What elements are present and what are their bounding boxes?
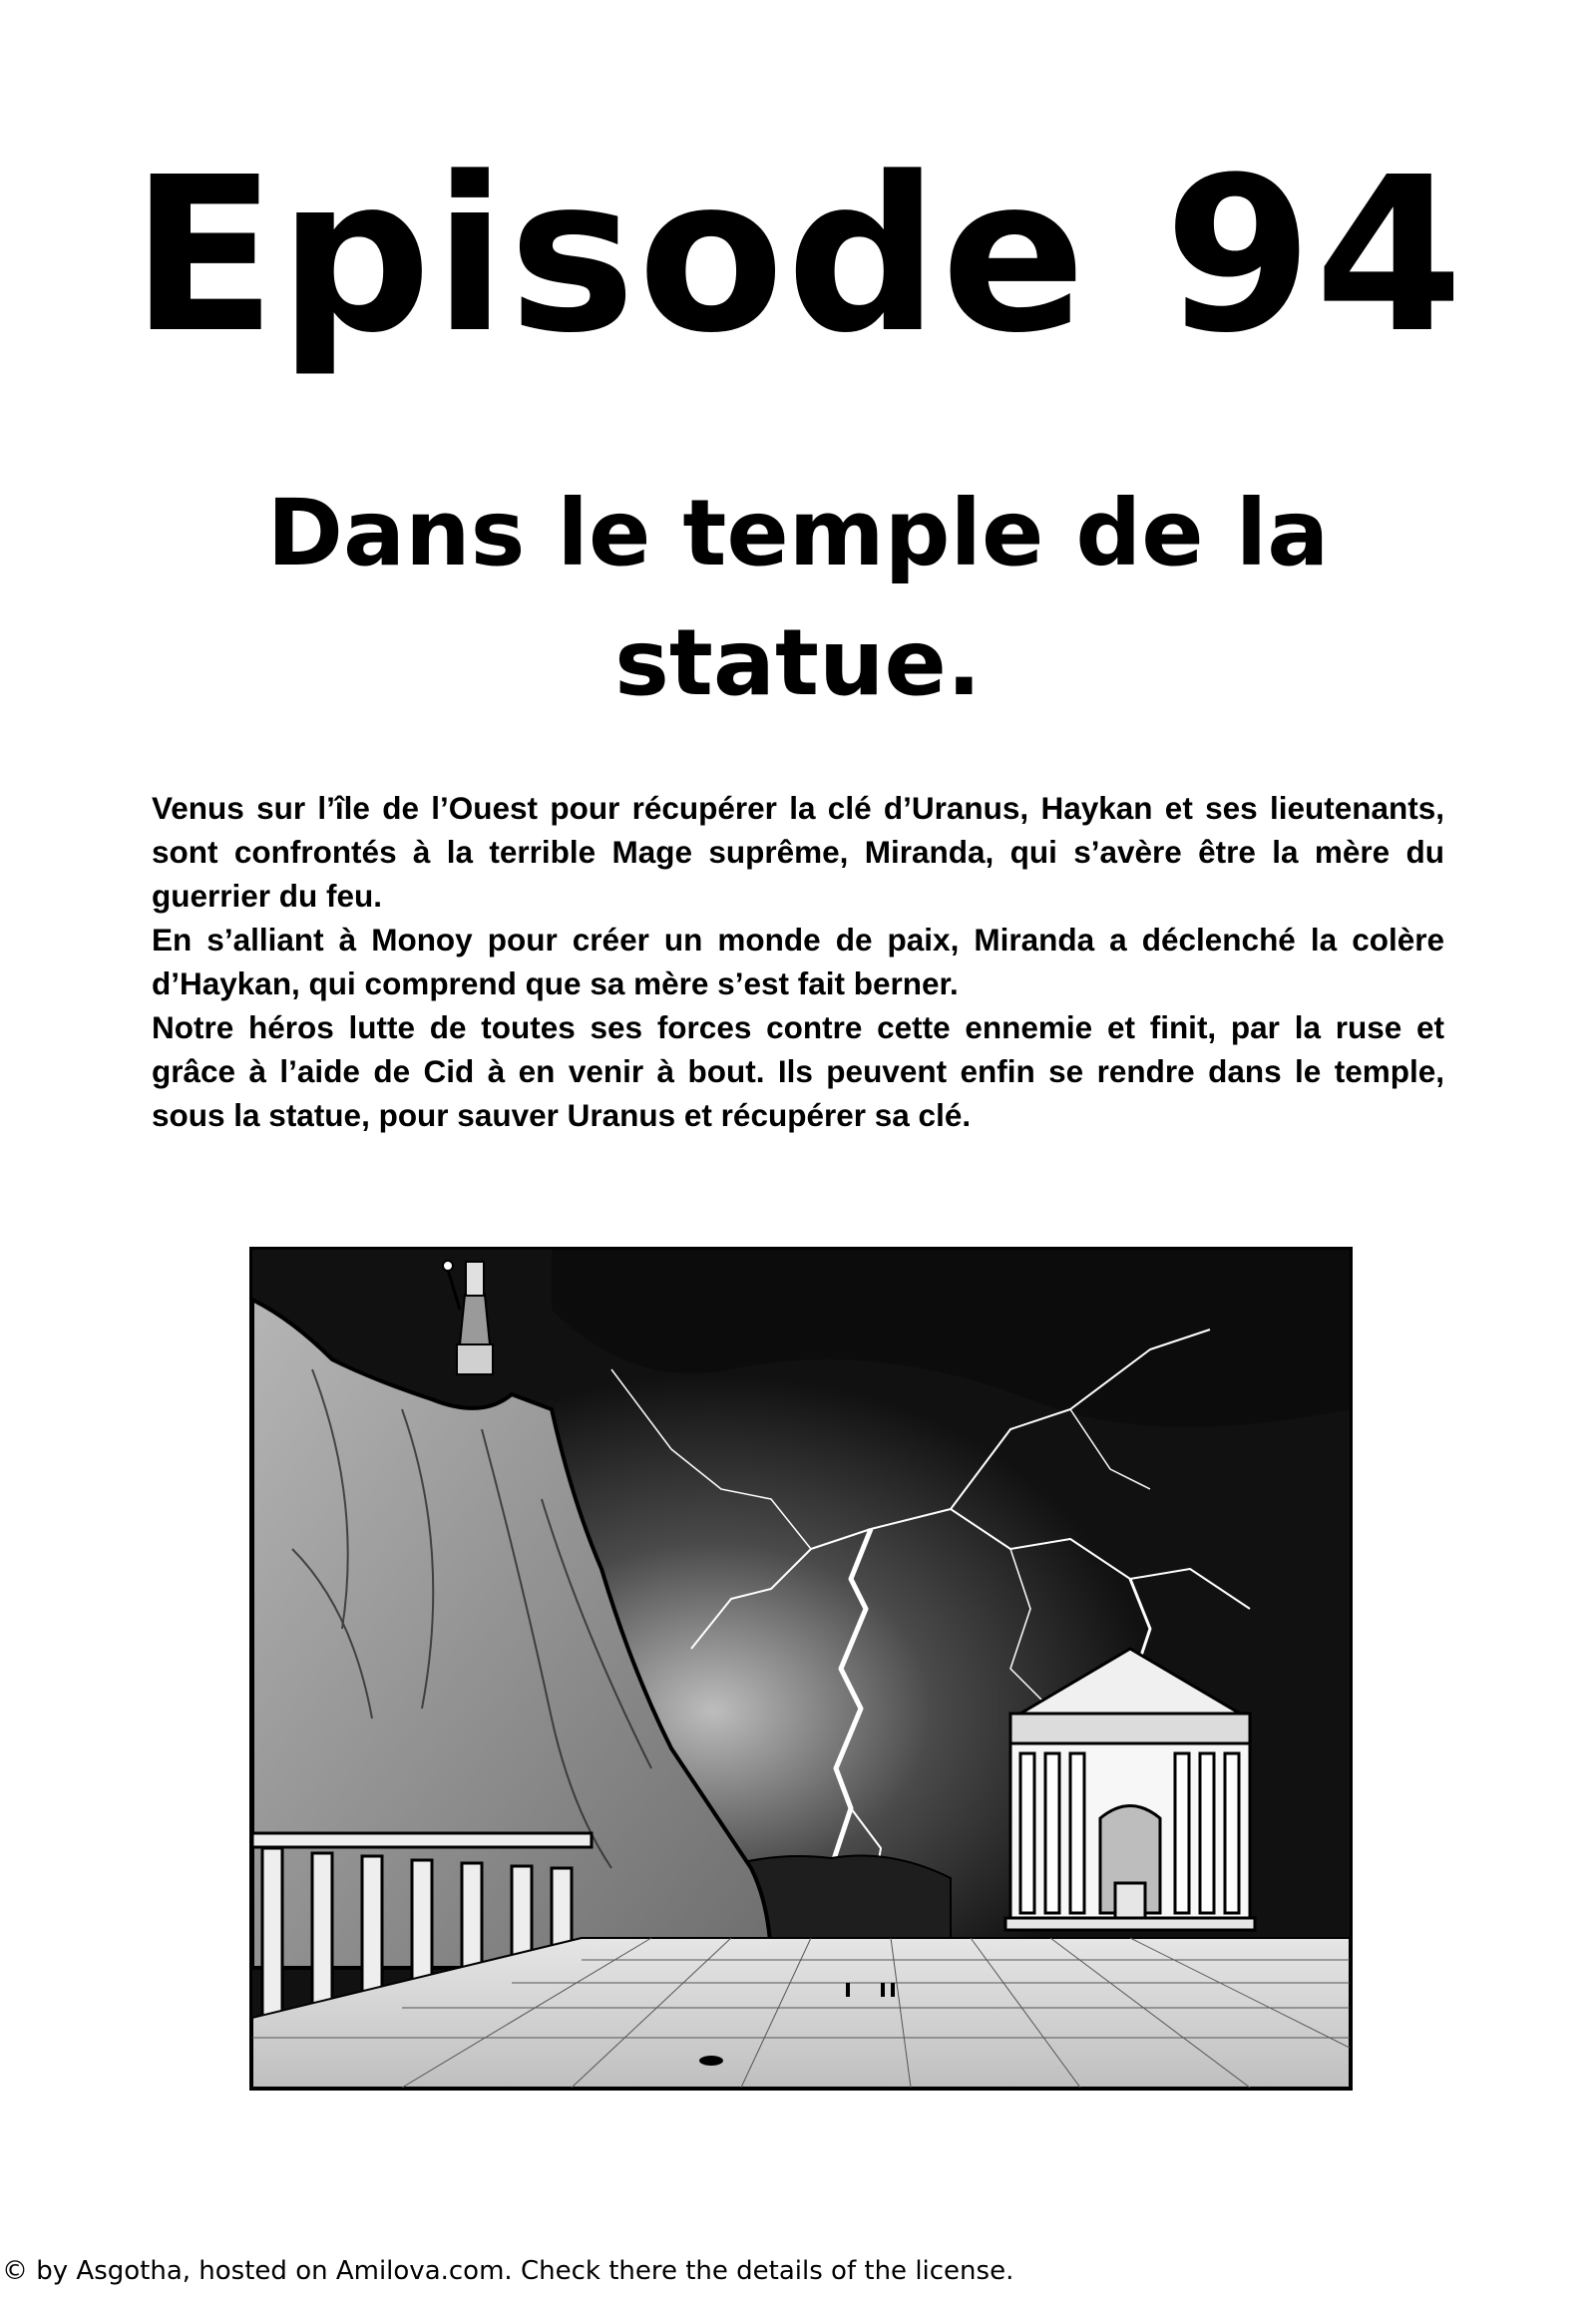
summary-paragraph: Venus sur l’île de l’Ouest pour récupérer la clé d’Uranus, Haykan et ses lieutenants, sont confrontés à la terrible Mage suprême, Miranda, qui s’avère être la mère du guerrier du feu. (152, 790, 1444, 914)
temple-storm-scene (252, 1250, 1350, 2088)
episode-summary (152, 786, 1444, 1137)
summary-paragraph: En s’alliant à Monoy pour créer un monde de paix, Miranda a déclenché la colère d’Haykan, qui comprend que sa mère s’est fait berner. (152, 922, 1444, 1001)
copyright-footer: © by Asgotha, hosted on Amilova.com. Check there the details of the license. (2, 2256, 1014, 2286)
chapter-title: Dans le temple de la statue. (266, 480, 1330, 716)
summary-paragraph: Notre héros lutte de toutes ses forces contre cette ennemie et finit, par la ruse et grâce à l’aide de Cid à en venir à bout. Ils peuvent enfin se rendre dans le temple, sous la statue, pour sauver Uranus et récupérer sa clé. (152, 1009, 1444, 1133)
episode-title: Episode 94 (131, 132, 1465, 380)
comic-panel-illustration (249, 1247, 1353, 2091)
